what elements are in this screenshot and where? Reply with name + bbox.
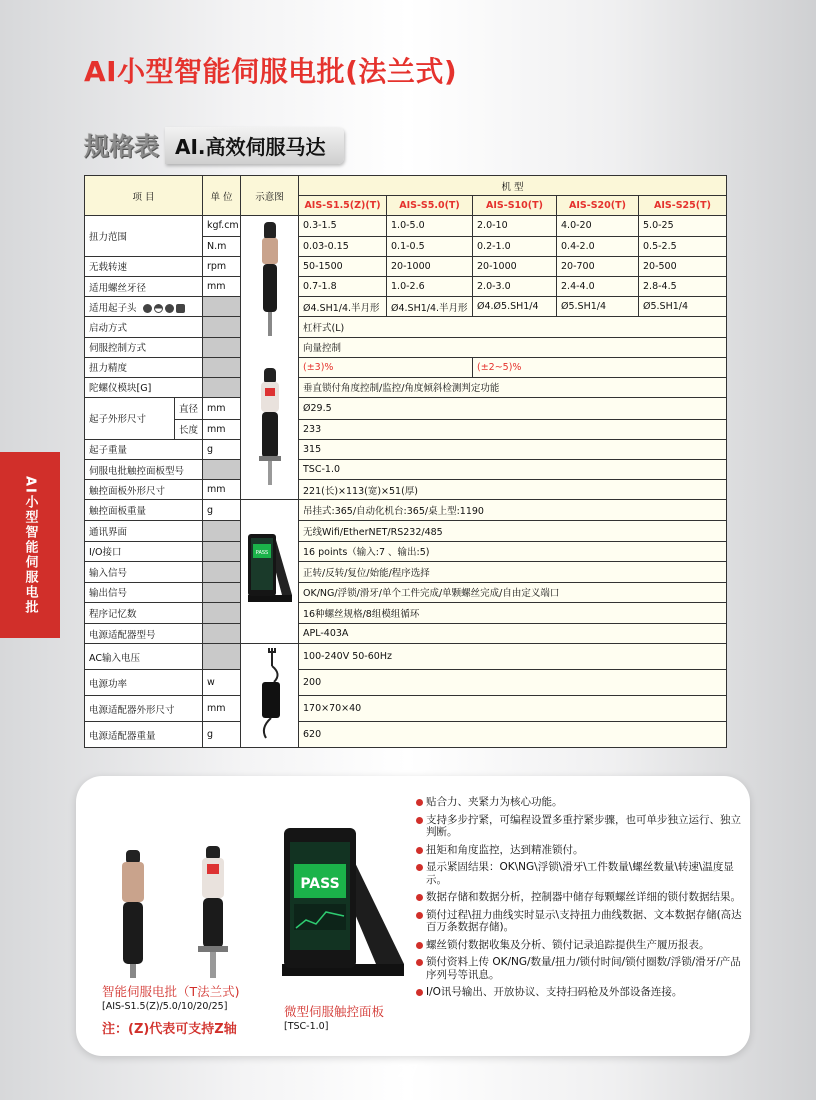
touch-panel-large-icon (276, 824, 410, 988)
table-cell: 0.5-2.5 (639, 236, 727, 256)
table-cell: 170×70×40 (299, 696, 727, 722)
spec-heading (84, 126, 344, 164)
row-label: I/O接口 (85, 541, 203, 562)
row-label-bit (85, 297, 203, 317)
unit-cell: g (203, 500, 241, 521)
table-cell: 20-500 (639, 256, 727, 276)
page-number: 27 (397, 1062, 419, 1082)
adapter-image-cell (241, 644, 299, 748)
row-label: 陀螺仪模块[G] (85, 377, 203, 397)
table-cell: APL-403A (299, 623, 727, 644)
table-cell: Ø5.SH1/4 (557, 297, 639, 317)
table-cell: 无线Wifi/EtherNET/RS232/485 (299, 520, 727, 541)
table-cell: 620 (299, 722, 727, 748)
table-cell: (±3)% (299, 357, 473, 377)
table-cell: 233 (299, 419, 727, 439)
table-cell: 0.2-1.0 (473, 236, 557, 256)
table-cell: 1.0-5.0 (387, 216, 473, 236)
bit-icons (143, 304, 185, 313)
table-cell: 100-240V 50-60Hz (299, 644, 727, 670)
model-header: AIS-S1.5(Z)(T) (299, 196, 387, 216)
table-cell: 2.0-3.0 (473, 276, 557, 296)
unit-cell-empty (203, 603, 241, 624)
table-cell: 0.3-1.5 (299, 216, 387, 236)
table-cell: 2.0-10 (473, 216, 557, 236)
table-cell: OK/NG/浮锁/滑牙/单个工件完成/单颗螺丝完成/自由定义端口 (299, 582, 727, 603)
unit-cell: mm (203, 276, 241, 296)
unit-cell-empty (203, 317, 241, 337)
unit-cell-empty (203, 623, 241, 644)
model-header: AIS-S25(T) (639, 196, 727, 216)
table-cell: 0.03-0.15 (299, 236, 387, 256)
side-tab-label: AI小型智能伺服电批 (22, 475, 38, 615)
header-unit: 单 位 (203, 176, 241, 216)
power-adapter-icon (242, 644, 298, 744)
list-item: 数据存储和数据分析，控制器中储存每颗螺丝详细的锁付数据结果。 (416, 891, 746, 904)
row-label: 启动方式 (85, 317, 203, 337)
unit-cell-empty (203, 297, 241, 317)
table-cell: Ø4.Ø5.SH1/4 (473, 297, 557, 317)
panel-image-cell (241, 500, 299, 644)
table-cell: 正转/反转/复位/始能/程序选择 (299, 562, 727, 583)
row-label: 适用螺丝牙径 (85, 276, 203, 296)
list-item: 锁付过程\扭力曲线实时显示\支持扭力曲线数据、文本数据存储(高达百万条数据存储)。 (416, 909, 746, 934)
table-cell: Ø5.SH1/4 (639, 297, 727, 317)
table-cell: 221(长)×113(宽)×51(厚) (299, 480, 727, 500)
driver-image-cell (241, 216, 299, 500)
spec-heading-label: 规格表 (84, 132, 160, 161)
unit-cell: mm (203, 480, 241, 500)
table-cell: 2.8-4.5 (639, 276, 727, 296)
spec-table (84, 175, 727, 748)
unit-cell: g (203, 722, 241, 748)
table-cell: 0.1-0.5 (387, 236, 473, 256)
header-image: 示意图 (241, 176, 299, 216)
table-cell: 向量控制 (299, 337, 727, 357)
row-sublabel: 长度 (175, 419, 203, 439)
row-label: 程序记忆数 (85, 603, 203, 624)
panel-caption-title: 微型伺服触控面板 (284, 1004, 385, 1019)
round-bit-icon (143, 304, 152, 313)
row-label: 无载转速 (85, 256, 203, 276)
table-cell: 0.4-2.0 (557, 236, 639, 256)
list-item: I/O讯号输出、开放协议、支持扫码枪及外部设备连接。 (416, 986, 746, 999)
row-label: 通讯界面 (85, 520, 203, 541)
table-cell: 5.0-25 (639, 216, 727, 236)
touch-panel-icon (242, 500, 298, 640)
spec-heading-subtitle: AI.高效伺服马达 (165, 127, 344, 164)
table-cell: 20-1000 (473, 256, 557, 276)
row-label: 起子重量 (85, 439, 203, 459)
unit-cell-empty (203, 541, 241, 562)
list-item: 显示紧固结果：OK\NG\浮锁\滑牙\工件数量\螺丝数量\转速\温度显示。 (416, 861, 746, 886)
side-tab (0, 452, 60, 638)
model-header: AIS-S20(T) (557, 196, 639, 216)
table-cell: 16 points（输入:7 、输出:5) (299, 541, 727, 562)
row-label: 触控面板外形尺寸 (85, 480, 203, 500)
table-cell: 20-700 (557, 256, 639, 276)
unit-cell-empty (203, 582, 241, 603)
list-item: 支持多步拧紧，可编程设置多重拧紧步骤，也可单步独立运行、独立判断。 (416, 814, 746, 839)
row-label: AC输入电压 (85, 644, 203, 670)
driver-caption-title: 智能伺服电批（T法兰式) (102, 984, 240, 999)
table-cell: 1.0-2.6 (387, 276, 473, 296)
bit-label: 适用起子头 (89, 302, 137, 314)
unit-cell: kgf.cm (203, 216, 241, 236)
header-model: 机 型 (299, 176, 727, 196)
row-label-torque: 扭力范围 (85, 216, 203, 256)
unit-cell-empty (203, 562, 241, 583)
model-header: AIS-S5.0(T) (387, 196, 473, 216)
table-cell: 20-1000 (387, 256, 473, 276)
table-cell: 315 (299, 439, 727, 459)
header-item: 项 目 (85, 176, 203, 216)
unit-cell: mm (203, 696, 241, 722)
row-label: 扭力精度 (85, 357, 203, 377)
unit-cell-empty (203, 520, 241, 541)
table-cell: 吊挂式:365/自动化机台:365/桌上型:1190 (299, 500, 727, 521)
table-cell: 16种螺丝规格/8组模组循环 (299, 603, 727, 624)
panel-caption-model: [TSC-1.0] (284, 1021, 329, 1032)
table-cell: 2.4-4.0 (557, 276, 639, 296)
unit-cell: w (203, 670, 241, 696)
unit-cell-empty (203, 644, 241, 670)
driver-caption-note: 注：(Z)代表可支持Z轴 (102, 1022, 237, 1037)
page-title: AI小型智能伺服电批(法兰式) (84, 55, 458, 88)
round-bit-icon (165, 304, 174, 313)
feature-list (416, 796, 746, 1004)
table-cell: Ø29.5 (299, 398, 727, 420)
row-label: 起子外形尺寸 (85, 398, 175, 440)
table-cell: (±2~5)% (473, 357, 727, 377)
table-cell: 杠杆式(L) (299, 317, 727, 337)
table-cell: 200 (299, 670, 727, 696)
unit-cell-empty (203, 377, 241, 397)
unit-cell: mm (203, 398, 241, 420)
unit-cell-empty (203, 337, 241, 357)
table-cell: 50-1500 (299, 256, 387, 276)
unit-cell: N.m (203, 236, 241, 256)
row-label: 伺服电批触控面板型号 (85, 460, 203, 480)
row-label: 电源适配器重量 (85, 722, 203, 748)
row-label: 触控面板重量 (85, 500, 203, 521)
screwdriver-pair-icon (104, 812, 274, 982)
unit-cell-empty (203, 460, 241, 480)
list-item: 贴合力、夹紧力为核心功能。 (416, 796, 746, 809)
row-label: 输出信号 (85, 582, 203, 603)
list-item: 螺丝锁付数据收集及分析、锁付记录追踪提供生产履历报表。 (416, 939, 746, 952)
table-cell: 0.7-1.8 (299, 276, 387, 296)
table-cell: 垂直锁付角度控制/监控/角度倾斜检测判定功能 (299, 377, 727, 397)
screwdriver-icon (242, 216, 298, 496)
unit-cell-empty (203, 357, 241, 377)
row-label: 电源适配器型号 (85, 623, 203, 644)
table-cell: Ø4.SH1/4.半月形 (387, 297, 473, 317)
screen-pass-text: PASS (255, 550, 268, 557)
list-item: 锁付资料上传 OK/NG/数量/扭力/锁付时间/锁付圈数/浮锁/滑牙/产品序列号等讯息。 (416, 956, 746, 981)
unit-cell: mm (203, 419, 241, 439)
list-item: 扭矩和角度监控，达到精准锁付。 (416, 844, 746, 857)
half-moon-bit-icon (154, 304, 163, 313)
hex-bit-icon (176, 304, 185, 313)
driver-caption-models: [AIS-S1.5(Z)/5.0/10/20/25] (102, 1001, 228, 1012)
row-sublabel: 直径 (175, 398, 203, 420)
screen-pass-text-large: PASS (300, 876, 340, 892)
model-header: AIS-S10(T) (473, 196, 557, 216)
row-label: 伺服控制方式 (85, 337, 203, 357)
unit-cell: g (203, 439, 241, 459)
table-cell: 4.0-20 (557, 216, 639, 236)
row-label: 电源适配器外形尺寸 (85, 696, 203, 722)
row-label: 电源功率 (85, 670, 203, 696)
row-label: 输入信号 (85, 562, 203, 583)
table-cell: TSC-1.0 (299, 460, 727, 480)
table-cell: Ø4.SH1/4.半月形 (299, 297, 387, 317)
unit-cell: rpm (203, 256, 241, 276)
